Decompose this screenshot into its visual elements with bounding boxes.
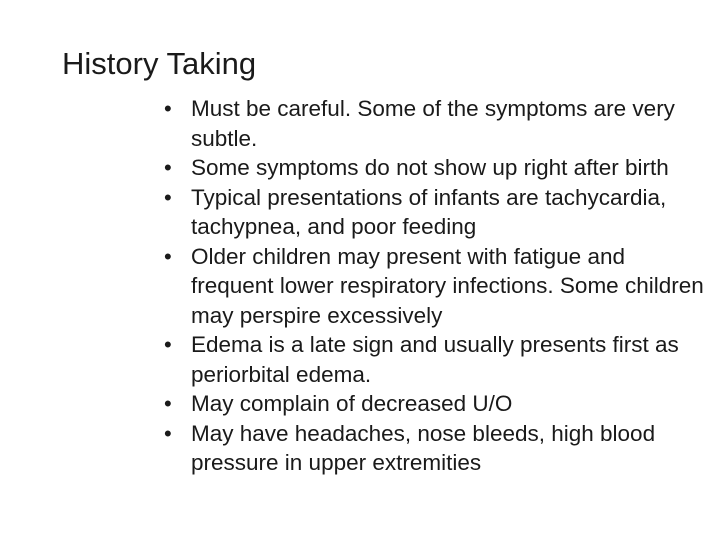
bullet-dot-icon: • — [164, 155, 172, 180]
bullet-text: Some symptoms do not show up right after birth — [191, 155, 669, 180]
bullet-item — [160, 94, 712, 153]
bullet-dot-icon: • — [164, 96, 172, 121]
bullet-item — [160, 153, 712, 183]
bullet-dot-icon: • — [164, 332, 172, 357]
bullet-dot-icon: • — [164, 184, 172, 210]
bullet-text: May have headaches, nose bleeds, high blood pressure in upper extremities — [191, 420, 656, 475]
bullet-dot-icon: • — [164, 420, 172, 446]
bullet-dot-icon: • — [164, 243, 172, 269]
bullet-item — [160, 419, 712, 478]
bullet-text: Edema is a late sign and usually presents first as periorbital edema. — [191, 332, 679, 387]
bullet-item — [160, 183, 712, 242]
bullet-item — [160, 330, 712, 389]
bullet-text: Older children may present with fatigue and frequent lower respiratory infections. Some children may perspire excessively — [191, 243, 704, 328]
bullet-item — [160, 242, 712, 331]
bullet-text: May complain of decreased U/O — [191, 391, 513, 416]
bullet-list — [160, 94, 712, 478]
bullet-text: Typical presentations of infants are tachycardia, tachypnea, and poor feeding — [191, 184, 667, 239]
bullet-item — [160, 389, 712, 419]
slide-title: History Taking — [62, 46, 257, 81]
bullet-text: Must be careful. Some of the symptoms are very subtle. — [191, 96, 675, 151]
bullet-dot-icon: • — [164, 391, 172, 416]
